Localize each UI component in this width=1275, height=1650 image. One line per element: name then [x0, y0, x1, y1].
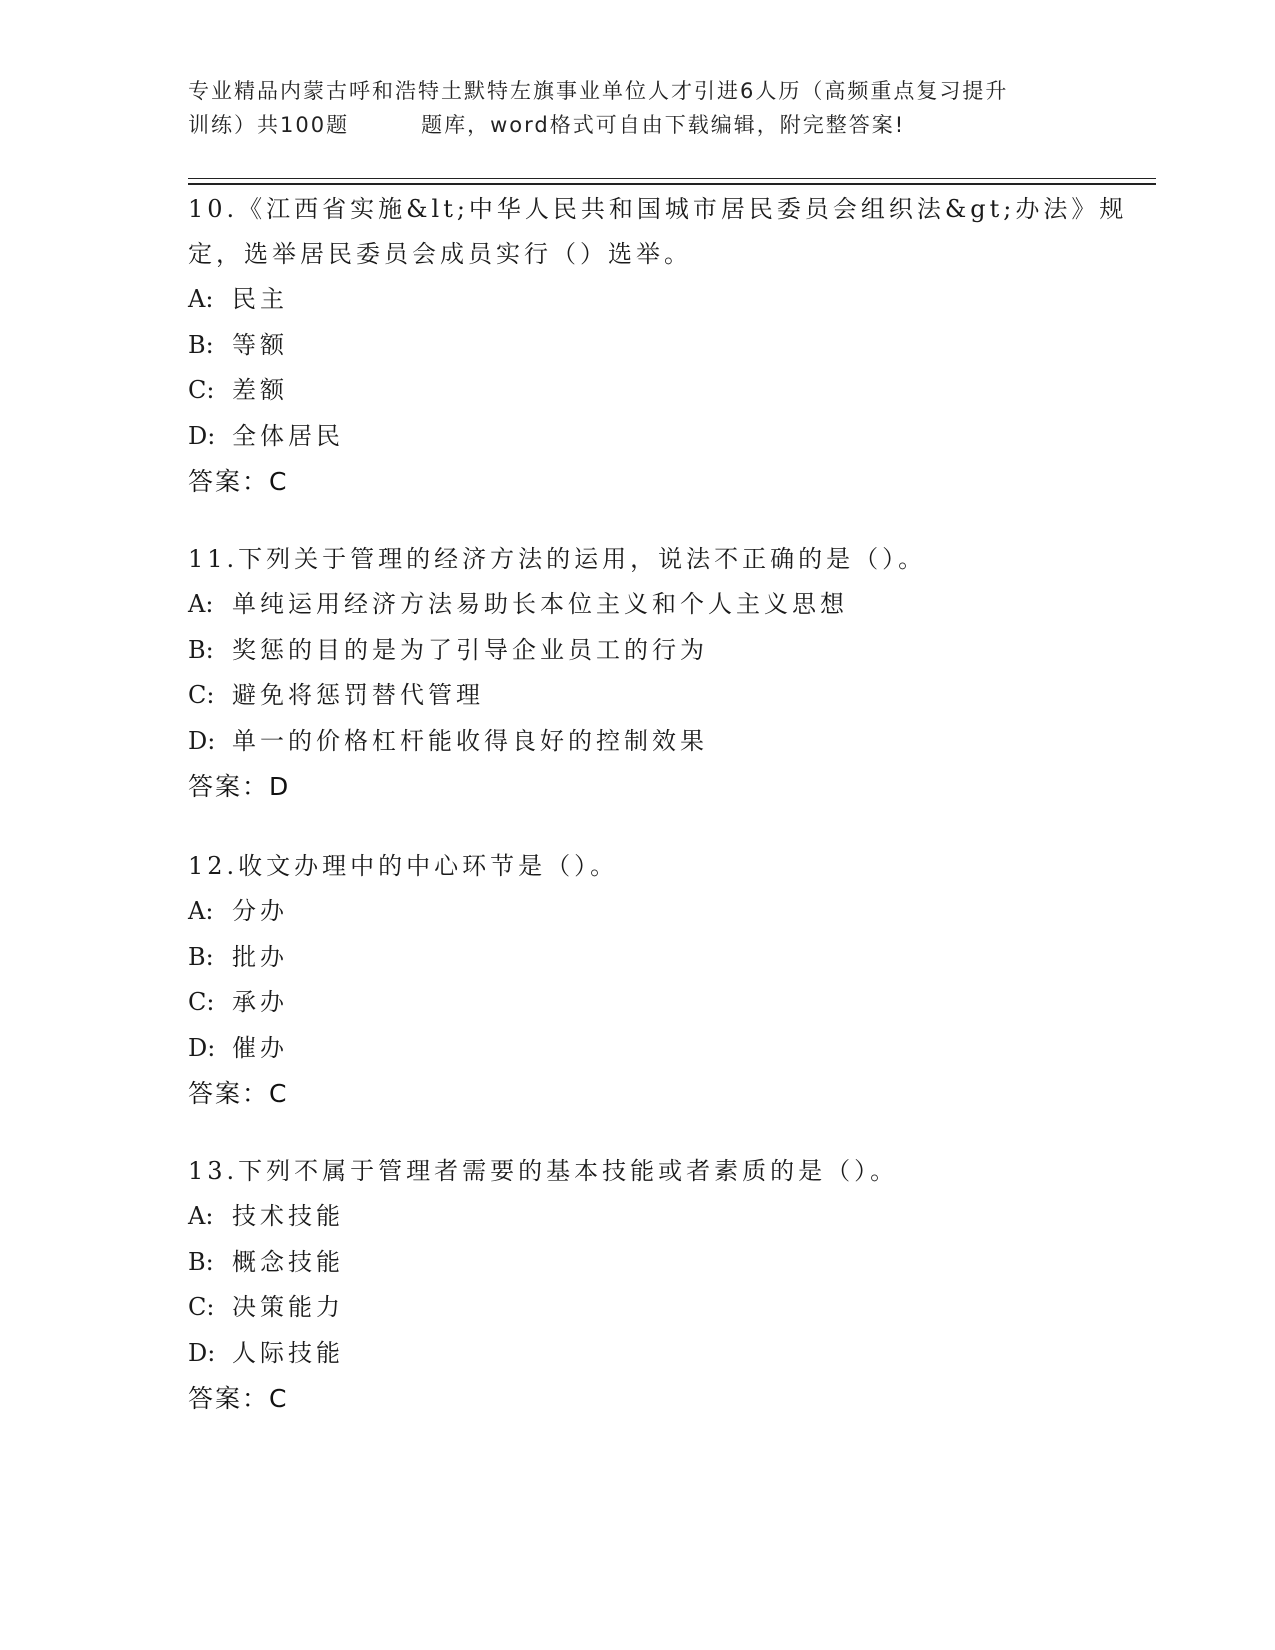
answer-line: 答案：C — [188, 1384, 289, 1413]
option-c — [188, 368, 1148, 414]
option-a — [188, 1194, 1148, 1240]
option-label: A: — [188, 1202, 214, 1230]
question-stem: 12.收文办理中的中心环节是（）。 — [188, 852, 619, 880]
question-13 — [188, 1149, 1148, 1421]
option-b — [188, 935, 1148, 981]
header-title-line-2 — [188, 108, 1088, 142]
option-b — [188, 628, 1148, 674]
option-d — [188, 1331, 1148, 1377]
answer-line: 答案：C — [188, 467, 289, 496]
option-d — [188, 1026, 1148, 1072]
option-c — [188, 673, 1148, 719]
header-title-part-b: 题库，word格式可自由下载编辑，附完整答案! — [421, 113, 906, 137]
option-text: 技术技能 — [232, 1202, 344, 1230]
option-text: 承办 — [232, 988, 288, 1016]
option-label: B: — [188, 635, 214, 664]
question-12 — [188, 844, 1148, 1116]
option-label: C: — [188, 376, 215, 404]
option-a — [188, 582, 1148, 628]
option-label: B: — [188, 942, 214, 971]
option-text: 等额 — [232, 330, 288, 359]
document-header — [188, 74, 1088, 142]
header-divider-thick — [188, 183, 1156, 185]
option-d — [188, 414, 1148, 460]
option-label: D: — [188, 1033, 216, 1062]
option-a — [188, 889, 1148, 935]
option-text: 催办 — [232, 1033, 288, 1062]
option-label: C: — [188, 681, 215, 709]
option-text: 民主 — [232, 285, 288, 313]
option-d — [188, 719, 1148, 765]
option-label: A: — [188, 590, 214, 618]
option-label: D: — [188, 1338, 216, 1367]
question-10 — [188, 187, 1148, 504]
option-text: 决策能力 — [232, 1293, 344, 1321]
option-text: 概念技能 — [232, 1247, 344, 1276]
answer-line: 答案：C — [188, 1079, 289, 1108]
option-label: D: — [188, 726, 216, 755]
option-b — [188, 1240, 1148, 1286]
question-stem: 10.《江西省实施&lt;中华人民共和国城市居民委员会组织法&gt;办法》规定，选举居民委员会成员实行（）选举。 — [188, 195, 1128, 268]
option-text: 单纯运用经济方法易助长本位主义和个人主义思想 — [232, 590, 848, 618]
answer-line: 答案：D — [188, 772, 291, 801]
option-c — [188, 980, 1148, 1026]
option-text: 差额 — [232, 376, 288, 404]
option-label: D: — [188, 421, 216, 450]
option-label: C: — [188, 988, 215, 1016]
question-stem: 11.下列关于管理的经济方法的运用，说法不正确的是（）。 — [188, 545, 927, 573]
option-text: 人际技能 — [232, 1338, 344, 1367]
option-b — [188, 323, 1148, 369]
option-c — [188, 1285, 1148, 1331]
option-text: 奖惩的目的是为了引导企业员工的行为 — [232, 635, 708, 664]
option-text: 避免将惩罚替代管理 — [232, 681, 484, 709]
header-divider-thin — [188, 178, 1156, 179]
option-text: 单一的价格杠杆能收得良好的控制效果 — [232, 726, 708, 755]
header-title-line-1: 专业精品内蒙古呼和浩特土默特左旗事业单位人才引进6人历（高频重点复习提升 — [188, 79, 1009, 103]
option-a — [188, 277, 1148, 323]
header-title-part-a: 训练）共100题 — [188, 113, 350, 137]
option-label: B: — [188, 1247, 214, 1276]
option-label: A: — [188, 285, 214, 313]
option-text: 全体居民 — [232, 421, 344, 450]
question-11 — [188, 537, 1148, 809]
question-stem: 13.下列不属于管理者需要的基本技能或者素质的是（）。 — [188, 1157, 899, 1185]
option-label: C: — [188, 1293, 215, 1321]
option-text: 批办 — [232, 942, 288, 971]
option-label: A: — [188, 897, 214, 925]
option-text: 分办 — [232, 897, 288, 925]
option-label: B: — [188, 330, 214, 359]
